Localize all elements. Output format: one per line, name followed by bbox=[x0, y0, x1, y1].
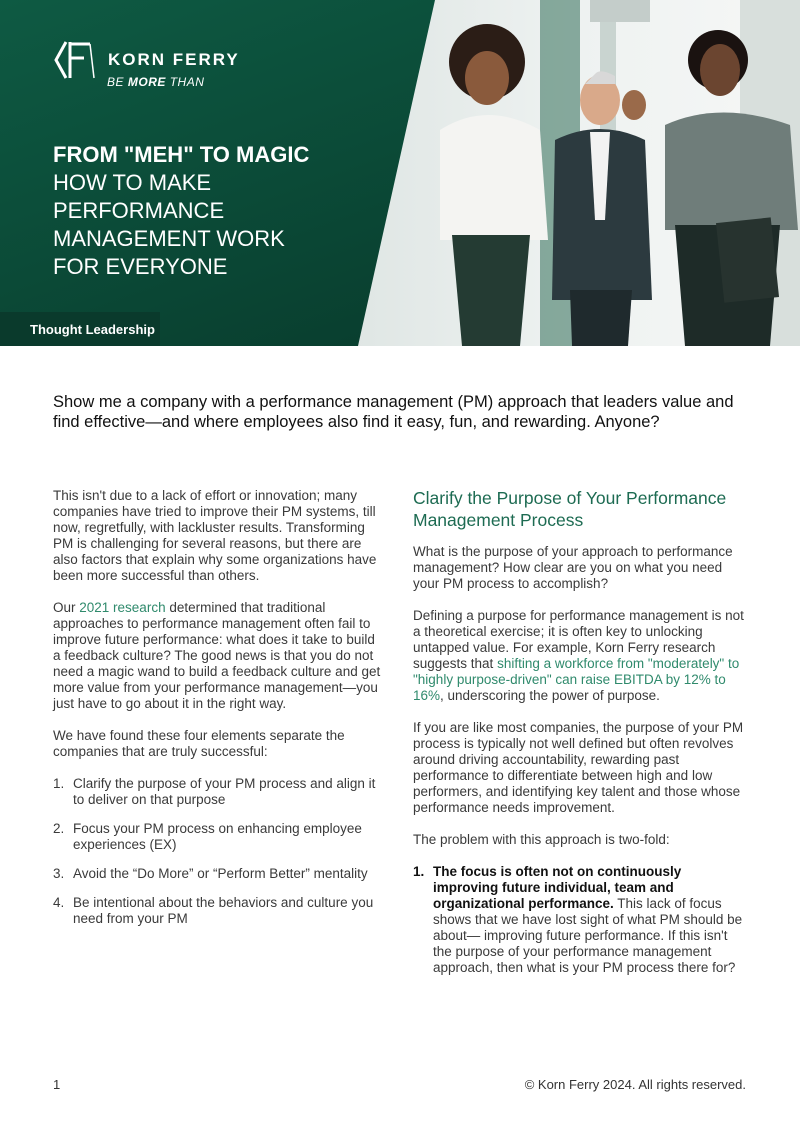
list-item bbox=[53, 776, 383, 808]
title-line-4: FOR EVERYONE bbox=[53, 254, 228, 279]
list-item-number: 1. bbox=[53, 776, 65, 791]
logo-wordmark: KORN FERRY bbox=[108, 50, 240, 69]
right-paragraph-4: The problem with this approach is two-fold: bbox=[413, 832, 670, 847]
list-item bbox=[413, 864, 747, 976]
section-heading: Clarify the Purpose of Your Performance Management Process bbox=[413, 488, 727, 530]
list-item-text: Be intentional about the behaviors and culture you need from your PM bbox=[73, 895, 374, 926]
list-item bbox=[53, 895, 383, 927]
title-bold-line: FROM "MEH" TO MAGIC bbox=[53, 142, 310, 167]
right-column bbox=[413, 487, 747, 976]
tagline-prefix: BE bbox=[107, 75, 125, 89]
page-title bbox=[53, 141, 383, 281]
right-paragraph-3: If you are like most companies, the purpose of your PM process is typically not well defined but often revolves around driving accountability, rewarding past performance to differentiate between high and low performers, and identifying key talent and those whose performance needs improvement. bbox=[413, 720, 744, 815]
title-line-1: HOW TO MAKE bbox=[53, 170, 212, 195]
copyright: © Korn Ferry 2024. All rights reserved. bbox=[524, 1077, 746, 1092]
tagline bbox=[107, 75, 204, 89]
left-paragraph-3: We have found these four elements separate the companies that are truly successful: bbox=[53, 728, 345, 759]
right-p2-post: , underscoring the power of purpose. bbox=[440, 688, 660, 703]
category-badge: Thought Leadership bbox=[0, 312, 160, 346]
elements-list bbox=[53, 776, 383, 927]
list-item-text: Avoid the “Do More” or “Perform Better” mentality bbox=[73, 866, 368, 881]
page-number: 1 bbox=[53, 1077, 61, 1092]
research-link[interactable]: 2021 research bbox=[79, 600, 166, 615]
list-item-bold: The focus is often not on continuously improving future individual, team and organizational performance. bbox=[433, 864, 682, 911]
logo-mark-icon bbox=[52, 40, 98, 80]
problem-list bbox=[413, 864, 747, 976]
left-p2-pre: Our bbox=[53, 600, 80, 615]
ebitda-link[interactable]: shifting a workforce from "moderately" to "highly purpose-driven" can raise EBITDA by 12% to 16% bbox=[413, 656, 740, 703]
list-item-number: 4. bbox=[53, 895, 65, 910]
list-item bbox=[53, 866, 383, 882]
left-paragraph-1: This isn't due to a lack of effort or innovation; many companies have tried to improve their PM systems, till now, regretfully, with lackluster results. Transforming PM is challenging for several reasons, but there are also factors that explain why some organizations have been more successful than others. bbox=[53, 488, 377, 583]
hero-banner bbox=[0, 0, 800, 346]
title-line-3: MANAGEMENT WORK bbox=[53, 226, 285, 251]
list-item-text: Focus your PM process on enhancing employee experiences (EX) bbox=[73, 821, 362, 852]
left-column bbox=[53, 488, 383, 940]
right-p2-pre: Defining a purpose for performance management is not a theoretical exercise; it is often key to unlocking untapped value. For example, Korn Ferry research suggests that bbox=[413, 608, 744, 671]
list-item-number: 1. bbox=[413, 864, 425, 879]
right-paragraph-1: What is the purpose of your approach to performance management? How clear are you on what you need your PM process to accomplish? bbox=[413, 544, 733, 591]
list-item-text: Clarify the purpose of your PM process and align it to deliver on that purpose bbox=[73, 776, 376, 807]
right-paragraph-2 bbox=[413, 608, 747, 704]
list-item-text: This lack of focus shows that we have lost sight of what PM should be about— improving future performance. If this isn't the purpose of your performance management approach, then what is your PM process there for? bbox=[433, 896, 743, 975]
left-p2-post: determined that traditional approaches to performance management often fail to improve future performance: what does it take to build a feedback culture? The good news is that you do not need a magic wand to build a feedback culture and get more value from your performance management—you just have to go about it in the right way. bbox=[53, 600, 381, 711]
lead-paragraph: Show me a company with a performance management (PM) approach that leaders value and find effective—and where employees also find it easy, fun, and rewarding. Anyone? bbox=[53, 393, 734, 431]
list-item-number: 3. bbox=[53, 866, 65, 881]
tagline-suffix: THAN bbox=[169, 75, 205, 89]
left-paragraph-2 bbox=[53, 600, 383, 712]
list-item bbox=[53, 821, 383, 853]
tagline-bold: MORE bbox=[127, 75, 166, 89]
title-line-2: PERFORMANCE bbox=[53, 198, 225, 223]
list-item-number: 2. bbox=[53, 821, 65, 836]
